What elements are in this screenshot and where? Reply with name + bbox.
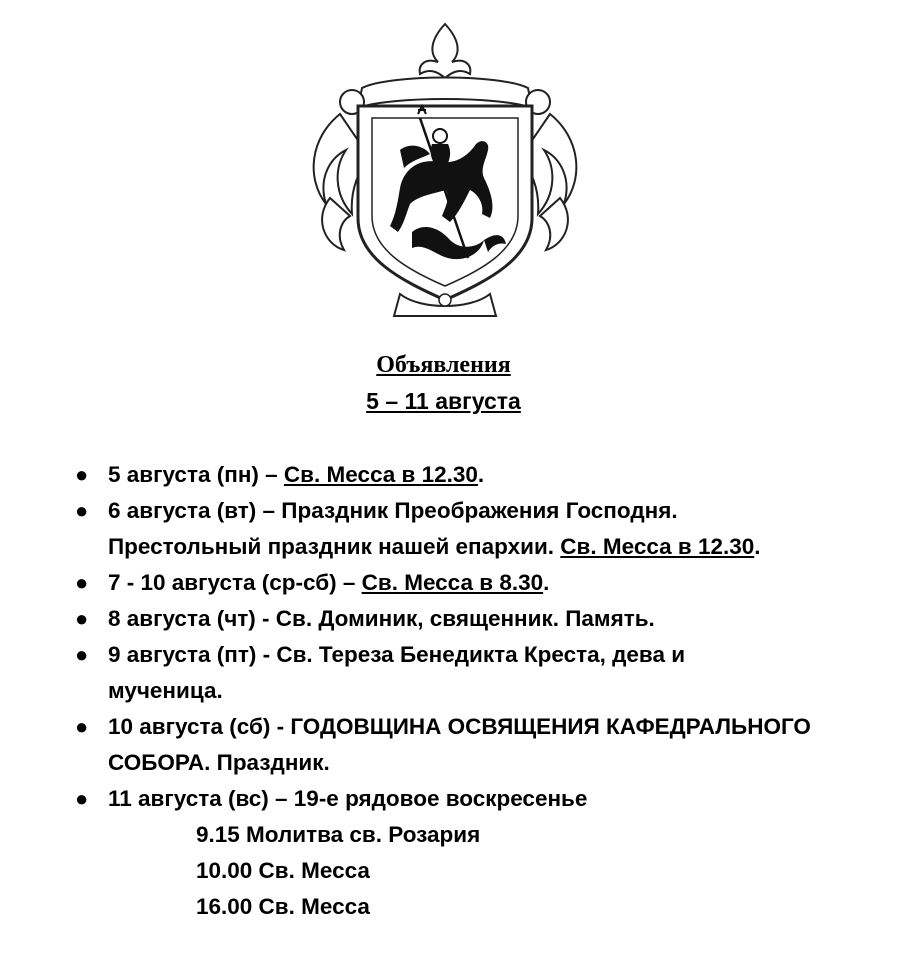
bullet-icon: ● bbox=[75, 642, 89, 667]
list-item bbox=[0, 493, 897, 565]
mass-time: Св. Месса в 12.30 bbox=[560, 534, 755, 559]
date-range: 5 – 11 августа bbox=[366, 388, 521, 414]
schedule-line: 10.00 Св. Месса bbox=[196, 858, 370, 883]
bullet-icon: ● bbox=[75, 498, 89, 523]
item-text: 10 августа (сб) - ГОДОВЩИНА ОСВЯЩЕНИЯ КАФЕДРАЛЬНОГО bbox=[108, 714, 811, 739]
item-date: 5 августа (пн) – bbox=[108, 462, 284, 487]
item-line2: мученица. bbox=[108, 678, 223, 703]
schedule-line: 16.00 Св. Месса bbox=[196, 894, 370, 919]
bullet-icon: ● bbox=[75, 462, 89, 487]
item-date: 6 августа (вт) – Праздник Преображения Господня. bbox=[108, 498, 678, 523]
mass-time: Св. Месса в 12.30 bbox=[283, 462, 478, 487]
list-item bbox=[0, 457, 897, 493]
announcements-list bbox=[0, 457, 897, 925]
item-tail: . bbox=[477, 462, 485, 487]
list-item bbox=[0, 637, 897, 709]
item-text: 11 августа (вс) – 19-е рядовое воскресенье bbox=[108, 786, 588, 811]
bullet-icon: ● bbox=[75, 570, 89, 595]
bullet-icon: ● bbox=[75, 714, 89, 739]
list-item bbox=[0, 781, 897, 925]
mass-time: Св. Месса в 8.30 bbox=[361, 570, 544, 595]
item-line2: Престольный праздник нашей епархии. bbox=[108, 534, 561, 559]
item-text: 9 августа (пт) - Св. Тереза Бенедикта Креста, дева и bbox=[108, 642, 686, 667]
item-date: 7 - 10 августа (ср-сб) – bbox=[108, 570, 362, 595]
item-line2: СОБОРА. Праздник. bbox=[108, 750, 330, 775]
bullet-icon: ● bbox=[75, 786, 89, 811]
page-title: Объявления bbox=[376, 352, 511, 378]
list-item bbox=[0, 601, 897, 637]
item-tail: . bbox=[754, 534, 761, 559]
bullet-icon: ● bbox=[75, 606, 89, 631]
item-text: 8 августа (чт) - Св. Доминик, священник. Память. bbox=[108, 606, 655, 631]
item-tail: . bbox=[543, 570, 550, 595]
coat-of-arms-st-george-icon bbox=[300, 18, 590, 323]
schedule-line: 9.15 Молитва св. Розария bbox=[196, 822, 481, 847]
list-item bbox=[0, 709, 897, 781]
list-item bbox=[0, 565, 897, 601]
